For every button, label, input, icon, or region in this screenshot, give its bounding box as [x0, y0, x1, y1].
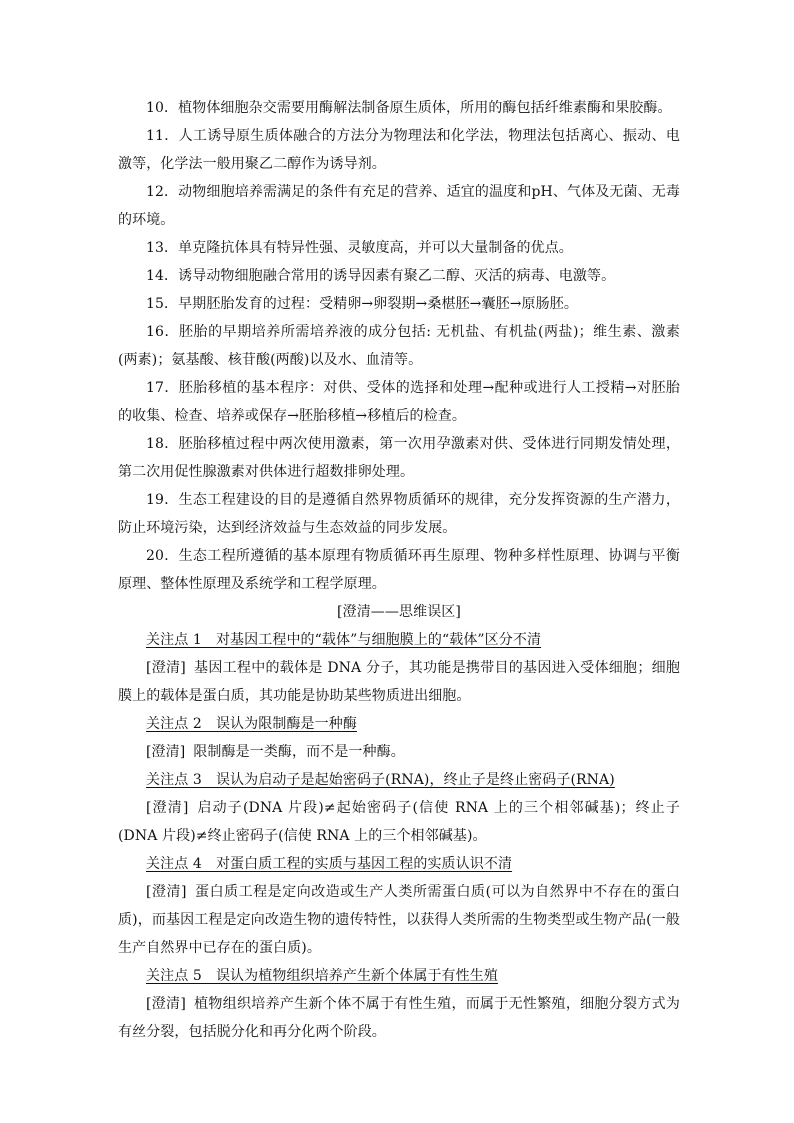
- focus-heading-3: 关注点 3 误认为启动子是起始密码子(RNA)，终止子是终止密码子(RNA): [146, 772, 615, 788]
- clarify-tag: [澄清]: [146, 660, 186, 676]
- point-20: 20．生态工程所遵循的基本原理有物质循环再生原理、物种多样性原理、协调与平衡原理、整体性原理及系统学和工程学原理。: [118, 548, 680, 592]
- focus-text-2: 限制酶是一类酶，而不是一种酶。: [193, 744, 405, 760]
- document-content: [118, 94, 680, 1046]
- section-title: [澄清——思维误区]: [337, 604, 461, 620]
- focus-body-3: [118, 794, 680, 850]
- focus-heading-5: 关注点 5 误认为植物组织培养产生新个体属于有性生殖: [146, 968, 498, 984]
- focus-text-4: 蛋白质工程是定向改造或生产人类所需蛋白质(可以为自然界中不存在的蛋白质)，而基因工程是定向改造生物的遗传特性，以获得人类所需的生物类型或生物产品(一般生产自然界中已存在的蛋白质)。: [118, 884, 680, 956]
- point-19: 19．生态工程建设的目的是遵循自然界物质循环的规律，充分发挥资源的生产潜力，防止环境污染，达到经济效益与生态效益的同步发展。: [118, 492, 680, 536]
- clarify-tag: [澄清]: [146, 884, 187, 900]
- focus-body-2: [118, 738, 680, 766]
- clarify-tag: [澄清]: [146, 800, 189, 816]
- focus-text-5: 植物组织培养产生新个体不属于有性生殖，而属于无性繁殖，细胞分裂方式为有丝分裂，包括脱分化和再分化两个阶段。: [118, 996, 680, 1040]
- point-16: 16．胚胎的早期培养所需培养液的成分包括: 无机盐、有机盐(两盐)；维生素、激素(两素)；氨基酸、核苷酸(两酸)以及水、血清等。: [118, 324, 680, 368]
- focus-body-5: [118, 990, 680, 1046]
- point-18: 18．胚胎移植过程中两次使用激素，第一次用孕激素对供、受体进行同期发情处理，第二次用促性腺激素对供体进行超数排卵处理。: [118, 436, 680, 480]
- focus-body-4: [118, 878, 680, 962]
- point-13: 13．单克隆抗体具有特异性强、灵敏度高，并可以大量制备的优点。: [146, 240, 573, 256]
- point-14: 14．诱导动物细胞融合常用的诱导因素有聚乙二醇、灭活的病毒、电激等。: [146, 268, 616, 284]
- focus-text-3: 启动子(DNA 片段)≠起始密码子(信使 RNA 上的三个相邻碱基)；终止子(DNA 片段)≠终止密码子(信使 RNA 上的三个相邻碱基)。: [118, 800, 680, 844]
- point-10: 10．植物体细胞杂交需要用酶解法制备原生质体，所用的酶包括纤维素酶和果胶酶。: [146, 100, 672, 116]
- focus-text-1: 基因工程中的载体是 DNA 分子，其功能是携带目的基因进入受体细胞；细胞膜上的载体是蛋白质，其功能是协助某些物质进出细胞。: [118, 660, 680, 704]
- point-15: 15．早期胚胎发育的过程：受精卵→卵裂期→桑椹胚→囊胚→原肠胚。: [146, 296, 578, 312]
- point-11: 11．人工诱导原生质体融合的方法分为物理法和化学法，物理法包括离心、振动、电激等，化学法一般用聚乙二醇作为诱导剂。: [118, 128, 680, 172]
- focus-heading-2: 关注点 2 误认为限制酶是一种酶: [146, 716, 357, 732]
- clarify-tag: [澄清]: [146, 996, 186, 1012]
- focus-body-1: [118, 654, 680, 710]
- focus-heading-4: 关注点 4 对蛋白质工程的实质与基因工程的实质认识不清: [146, 856, 513, 872]
- clarify-tag: [澄清]: [146, 744, 186, 760]
- focus-heading-1: 关注点 1 对基因工程中的“载体”与细胞膜上的“载体”区分不清: [146, 632, 542, 648]
- point-17: 17．胚胎移植的基本程序：对供、受体的选择和处理→配种或进行人工授精→对胚胎的收集、检查、培养或保存→胚胎移植→移植后的检查。: [118, 380, 680, 424]
- point-12: 12．动物细胞培养需满足的条件有充足的营养、适宜的温度和pH、气体及无菌、无毒的环境。: [118, 184, 680, 228]
